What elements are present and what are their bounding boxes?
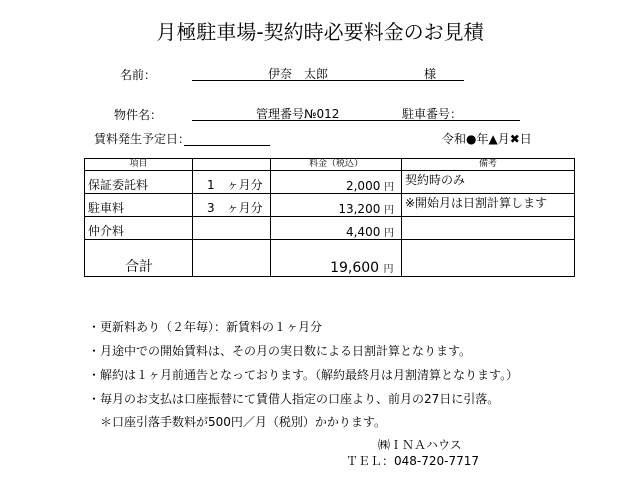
row-remarks: 契約時のみ <box>402 171 575 194</box>
parking-number-label: 駐車番号： <box>402 107 463 121</box>
row-fee <box>271 194 402 217</box>
note-fee: ＊口座引落手数料が500円／月（税別）かかります。 <box>88 415 386 429</box>
row-remarks: ※開始月は日割計算します <box>402 194 575 217</box>
property-underline <box>192 120 520 121</box>
row-fee <box>271 171 402 194</box>
total-amount: 19,600 <box>330 260 380 276</box>
company-name: ㈱ＩＮＡハウス <box>378 438 462 452</box>
row-fee-unit: 円 <box>384 205 395 216</box>
total-remarks <box>402 240 575 277</box>
row-fee-unit: 円 <box>384 228 395 239</box>
note-payment: ・毎月のお支払は口座振替にて賃借人指定の口座より、前月の27日に引落。 <box>88 392 500 406</box>
rent-start-underline <box>184 145 270 146</box>
customer-name: 伊奈 太郎 <box>268 67 329 81</box>
rent-start-date: 令和●年▲月✖日 <box>442 132 532 146</box>
property-number: 管理番号№012 <box>256 107 340 121</box>
note-renewal: ・更新料あり（２年毎）：新賃料の１ヶ月分 <box>88 320 323 334</box>
row-item: 保証委託料 <box>85 171 193 194</box>
name-label: 名前： <box>120 68 157 82</box>
note-cancellation: ・解約は１ヶ月前通告となっております。（解約最終月は月割清算となります。） <box>88 368 519 382</box>
row-period <box>193 217 271 240</box>
estimate-table <box>84 158 575 277</box>
total-label: 合計 <box>85 240 193 277</box>
note-prorate: ・月途中での開始賃料は、その月の実日数による日割計算となります。 <box>88 344 472 358</box>
total-fee <box>271 240 402 277</box>
row-fee-amount: 13,200 <box>338 202 381 216</box>
row-period: 1 ヶ月分 <box>193 171 271 194</box>
row-period: 3 ヶ月分 <box>193 194 271 217</box>
total-unit: 円 <box>383 264 394 275</box>
table-row <box>85 217 575 240</box>
honorific: 様 <box>424 67 437 81</box>
table-header-row <box>85 159 575 171</box>
row-item: 仲介料 <box>85 217 193 240</box>
row-fee-amount: 2,000 <box>345 179 381 193</box>
row-fee <box>271 217 402 240</box>
rent-start-label: 賃料発生予定日： <box>94 132 191 146</box>
row-fee-amount: 4,400 <box>345 225 381 239</box>
table-row <box>85 171 575 194</box>
row-remarks <box>402 217 575 240</box>
header-item: 項目 <box>85 159 193 171</box>
total-row <box>85 240 575 277</box>
row-fee-unit: 円 <box>384 182 395 193</box>
row-item: 駐車料 <box>85 194 193 217</box>
property-label: 物件名： <box>114 108 163 122</box>
company-tel: ＴＥＬ：048-720-7717 <box>346 454 480 468</box>
header-remarks: 備考 <box>402 159 575 171</box>
header-fee: 料金（税込） <box>271 159 402 171</box>
table-row <box>85 194 575 217</box>
total-period <box>193 240 271 277</box>
document-title: 月極駐車場-契約時必要料金のお見積 <box>156 20 484 44</box>
header-period <box>193 159 271 171</box>
